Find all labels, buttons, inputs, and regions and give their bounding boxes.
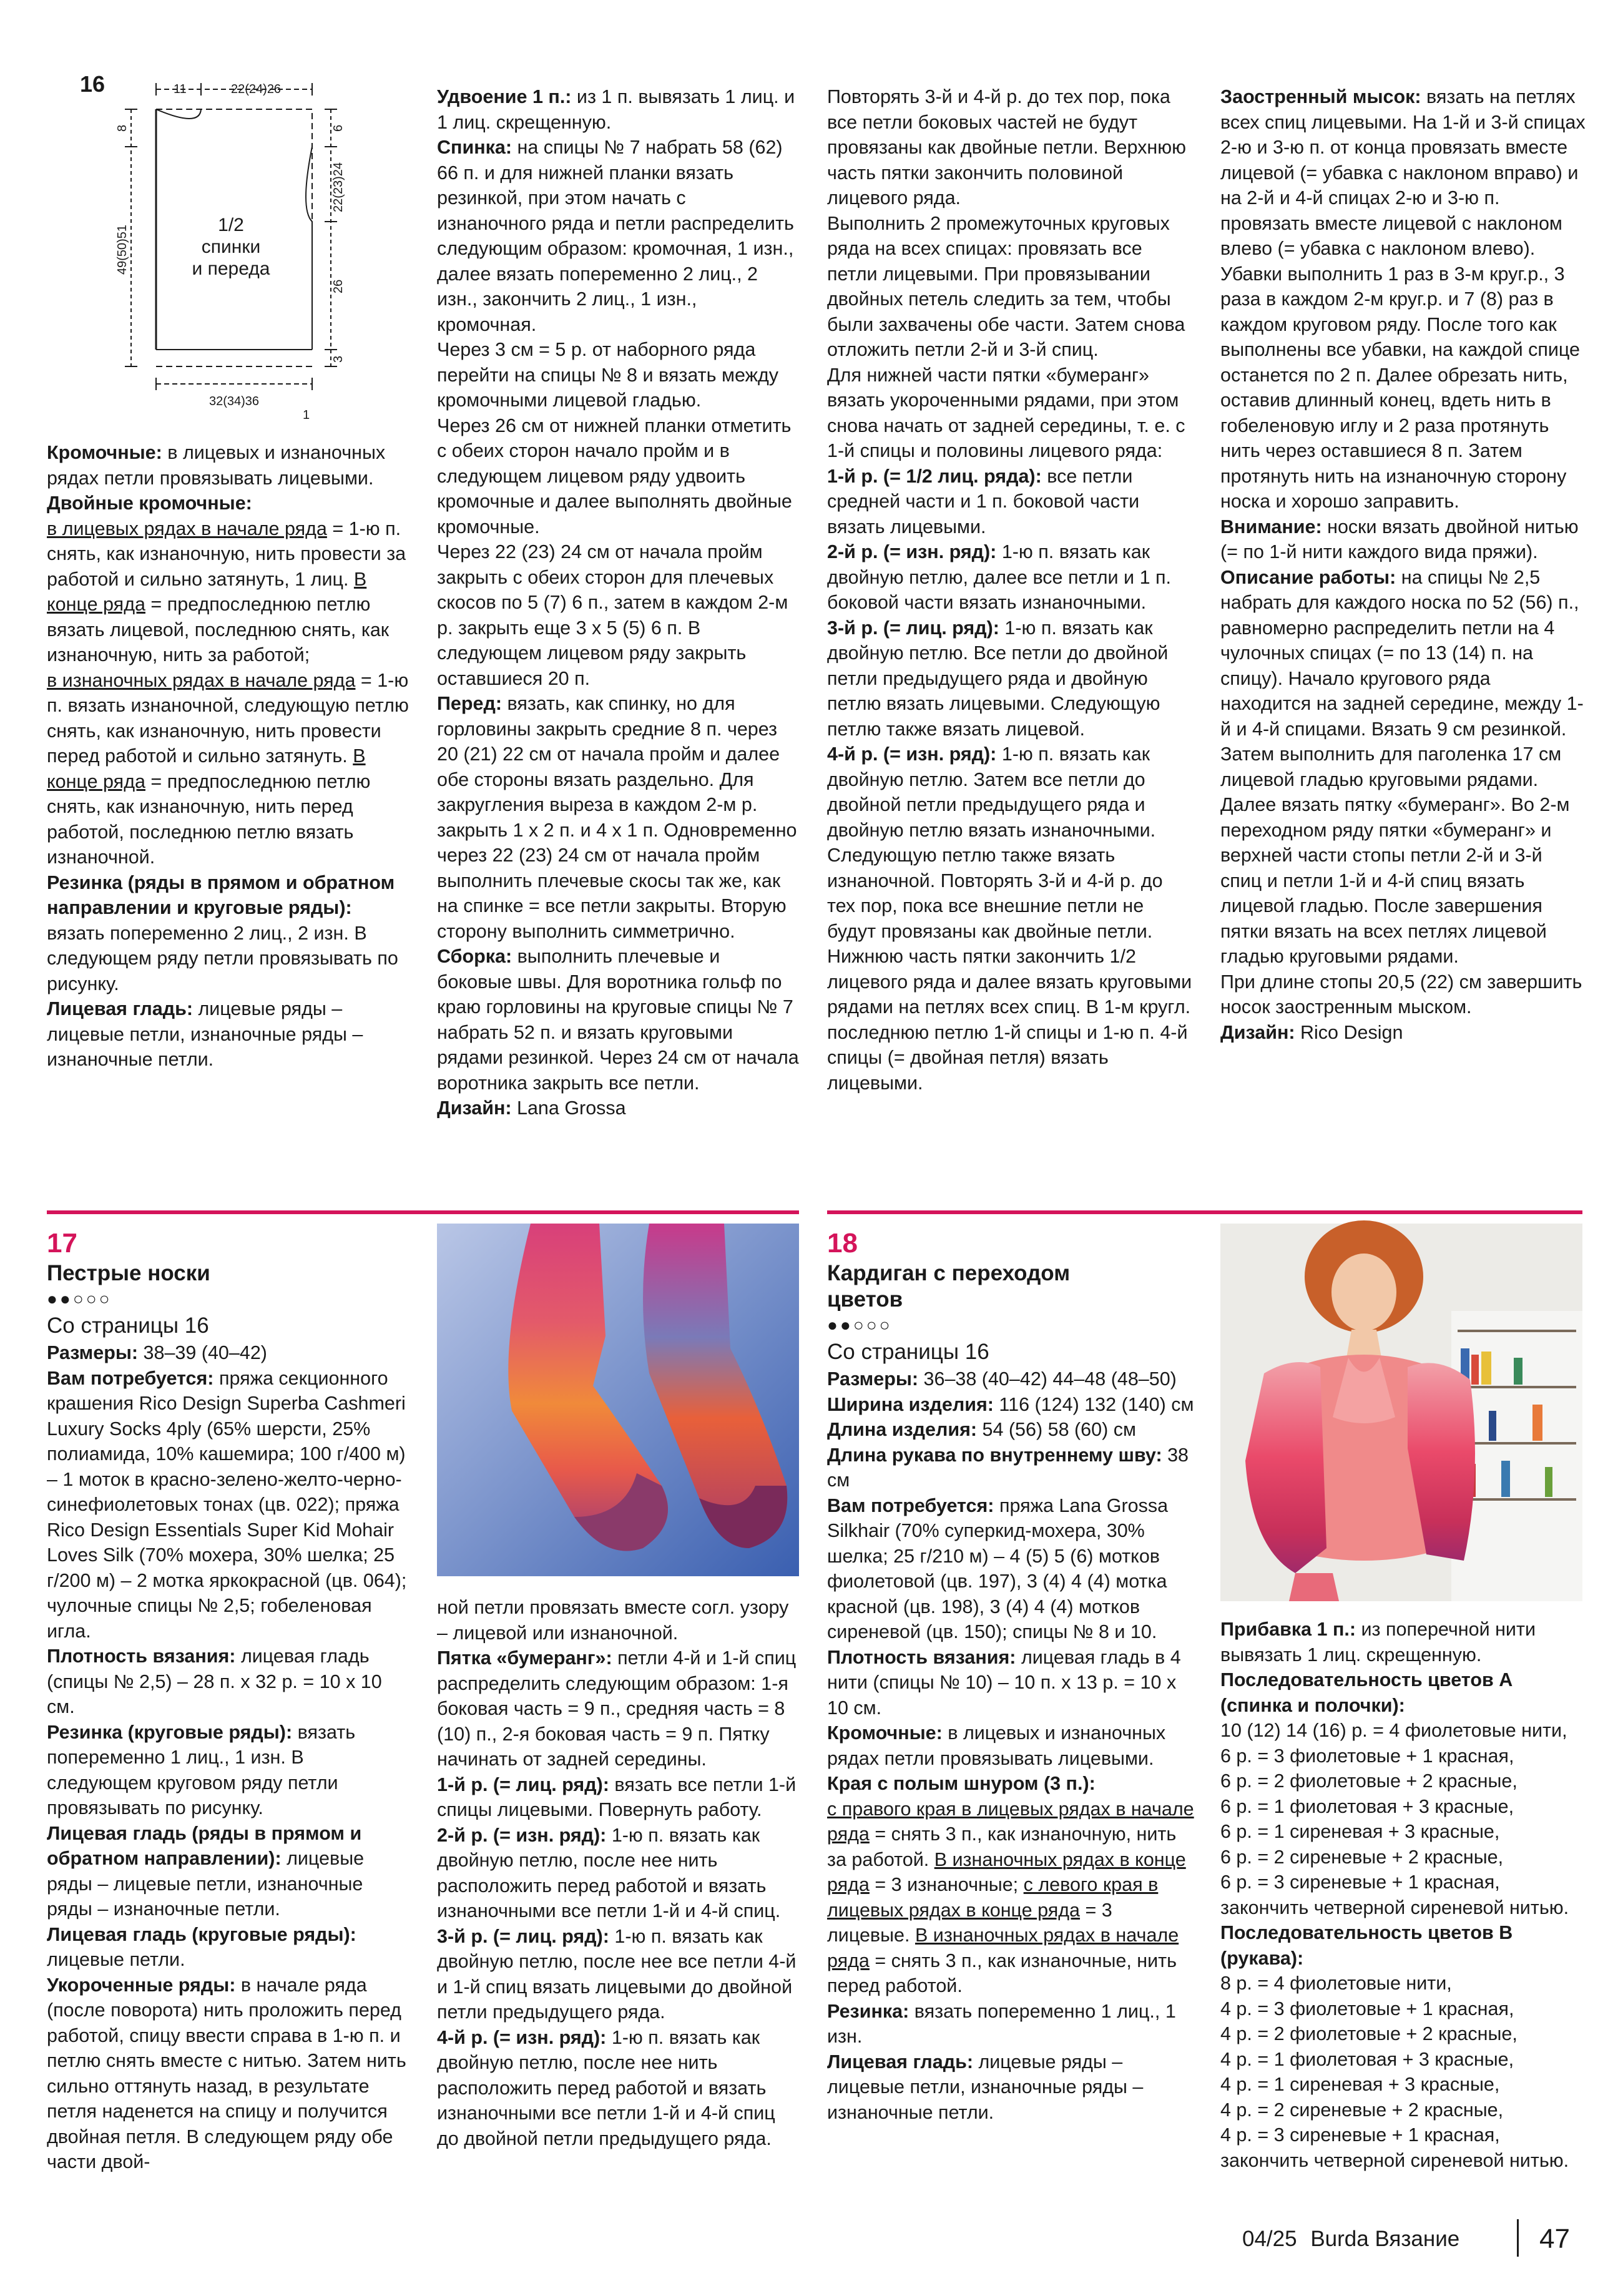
diagram-label-1: 1/2	[218, 215, 244, 235]
term: Прибавка 1 п.:	[1220, 1619, 1356, 1640]
text: выполнить плечевые и боковые швы. Для воротника гольф по краю горловины на круговые спицы № 7 набрать 52 п. и вязать круговыми рядами резинкой. Через 24 см от начала воротника закрыть все петли.	[437, 946, 799, 1094]
column-1	[47, 440, 409, 1072]
text: 1-ю п. вязать как двойную петлю, после нее нить расположить перед работой и вязать изнаночными все петли 1-й и 4-й спиц.	[437, 1824, 781, 1921]
text: 116 (124) 132 (140) см	[993, 1393, 1194, 1415]
socks-illustration	[437, 1224, 799, 1576]
paragraph	[827, 2049, 1195, 2126]
term: 3-й р. (= лиц. ряд):	[827, 617, 999, 639]
diagram-number: 16	[80, 71, 105, 97]
underlined-text: В изнаночных рядах в конце ряда	[827, 1848, 1186, 1895]
text: вязать попеременно 1 лиц., 1 изн.	[827, 2000, 1176, 2047]
paragraph	[437, 1823, 799, 1924]
socks-photo	[437, 1224, 799, 1576]
term: Вам потребуется:	[827, 1494, 994, 1516]
paragraph	[827, 1771, 1195, 1797]
text: 1-ю п. вязать как двойную петлю, после нее все петли 4-й и 1-й спиц вязать лицевыми до двойной петли предыдущего ряда.	[437, 1925, 797, 2023]
text: = 1-ю п. снять, как изнаночную, нить провести за работой и сильно затянуть, 1 лиц.	[47, 518, 406, 590]
paragraph	[827, 742, 1192, 944]
pattern-17	[47, 1227, 409, 2175]
text: вязать на петлях всех спиц лицевыми. На 1-й и 3-й спицах 2-ю и 3-ю п. от конца провязать вместе лицевой (= убавка с наклоном вправо) и на 2-й и 4-й спицах 2-ю и 3-ю п. провязать вместе лицевой с наклоном влево (= убавка с наклоном влево).	[1220, 86, 1586, 259]
paragraph: ной петли провязать вместе согл. узору – лицевой или изнаночной.	[437, 1597, 789, 1644]
term: Длина изделия:	[827, 1419, 978, 1440]
term: Дизайн:	[437, 1097, 512, 1119]
paragraph	[827, 1392, 1195, 1418]
text: 1-ю п. вязать как двойную петлю. Затем все петли до двойной петли предыдущего ряда и двойную петлю вязать изнаночными. Следующую петлю также вязать изнаночной. Повторять 3-й и 4-й р. до тех пор, пока все внешние петли не будут провязаны как двойные петли.	[827, 743, 1163, 942]
text: в начале ряда (после поворота) нить проложить перед работой, спицу ввести справа в 1-ю п. и петлю снять вместе с нитью. Затем нить сильно оттянуть назад, в результате петля наденется на спицу и получится двойная петля. В следующем ряду обе части двой-	[47, 1974, 406, 2172]
text: лицевая гладь в 4 нити (спицы № 10) – 10 п. х 13 р. = 10 х 10 см.	[827, 1646, 1181, 1719]
term: 4-й р. (= изн. ряд):	[437, 2026, 607, 2048]
pattern-number: 17	[47, 1228, 77, 1258]
paragraph	[437, 1096, 799, 1121]
term: Лицевая гладь:	[827, 2051, 973, 2073]
text: 1-ю п. вязать как двойную петлю, далее все петли и 1 п. боковой части вязать изнаночными.	[827, 541, 1171, 613]
column-8	[1220, 1617, 1586, 2173]
term: Края с полым шнуром (3 п.):	[827, 1773, 1096, 1794]
term: Описание работы:	[1220, 566, 1396, 588]
dim-right-lower: 26	[331, 279, 345, 293]
paragraph	[437, 1772, 799, 1823]
color-sequence-a-line: закончить четверной сиреневой нитью.	[1220, 1896, 1569, 1918]
text: лицевые ряды – лицевые петли, изнаночные ряды – изнаночные петли.	[827, 2051, 1144, 2123]
footer-divider	[1517, 2219, 1519, 2257]
term: Размеры:	[47, 1342, 139, 1363]
column-4	[1220, 84, 1586, 1045]
paragraph	[437, 1646, 799, 1772]
paragraph	[827, 1417, 1195, 1443]
text: 36–38 (40–42) 44–48 (48–50)	[918, 1368, 1177, 1390]
paragraph: Через 26 см от нижней планки отметить с обеих сторон начало пройм и в следующем лицевом ряду удвоить кромочные и далее выполнять двойные кромочные.	[437, 415, 792, 537]
text: = 3 изнаночные;	[869, 1874, 1024, 1895]
text: на спицы № 2,5 набрать для каждого носка по 52 (56) п., равномерно распределить петли на 4 чулочных спицах (= по 13 (14) п. на спицу). Начало кругового ряда находится на задней середине, между 1-й и 4-й спицами. Вязать 9 см резинкой. Затем выполнить для паголенка 17 см лицевой гладью круговыми рядами. Далее вязать пятку «бумеранг». Во 2-м переходном ряду пятки «бумеранг» и верхней части стопы петли 2-й и 3-й спиц и петли 1-й и 4-й спиц вязать лицевой гладью. После завершения пятки вязать на всех петлях лицевой гладью круговыми рядами.	[1220, 566, 1584, 967]
text: 38–39 (40–42)	[138, 1342, 267, 1363]
paragraph	[827, 539, 1192, 616]
paragraph	[47, 491, 409, 516]
underlined-text: В конце ряда	[47, 568, 367, 615]
pattern-number: 18	[827, 1228, 858, 1258]
text: лицевая гладь (спицы № 2,5) – 28 п. х 32 р. = 10 х 10 см.	[47, 1646, 382, 1717]
text: пряжа Lana Grossa Silkhair (70% суперкид-мохера, 30% шелка; 25 г/210 м) – 4 (5) 5 (6) мотков фиолетовой (цв. 197), 3 (4) 4 (4) мотка красной (цв. 198), 3 (4) 4 (4) мотков сиреневой (цв. 150); спицы № 8 и 10.	[827, 1494, 1169, 1642]
diagram-label-2: спинки	[201, 237, 261, 257]
paragraph: При длине стопы 20,5 (22) см завершить носок заостренным мыском.	[1220, 971, 1582, 1018]
text: петли 4-й и 1-й спиц распределить следующим образом: 1-я боковая часть = 9 п., средняя часть = 8 (10) п., 2-я боковая часть = 9 п. Пятку начинать от задней середины.	[437, 1647, 797, 1770]
paragraph	[827, 1645, 1195, 1721]
dim-top-right: 22(24)26	[231, 82, 282, 96]
text: = снять 3 п., как изнаночные, нить перед работой.	[827, 1950, 1177, 1996]
color-sequence-a-line: 6 р. = 3 сиреневые + 1 красная,	[1220, 1872, 1500, 1893]
paragraph	[827, 1493, 1195, 1645]
paragraph	[47, 1821, 409, 1922]
paragraph	[1220, 1667, 1586, 1718]
term: 2-й р. (= изн. ряд):	[827, 541, 997, 562]
color-sequence-a-line: 10 (12) 14 (16) р. = 4 фиолетовые нити,	[1220, 1720, 1567, 1741]
paragraph	[1220, 514, 1586, 565]
paragraph	[827, 616, 1192, 742]
paragraph: Через 3 см = 5 р. от наборного ряда перейти на спицы № 8 и вязать между кромочными лицевой гладью.	[437, 339, 779, 411]
cardigan-illustration	[1220, 1224, 1582, 1601]
color-sequence-b-line: 4 р. = 1 сиреневая + 3 красные,	[1220, 2074, 1500, 2095]
color-sequence-a-line: 6 р. = 1 сиреневая + 3 красные,	[1220, 1821, 1500, 1842]
color-sequence-b-line: 4 р. = 1 фиолетовая + 3 красные,	[1220, 2048, 1514, 2070]
text: 54 (56) 58 (60) см	[977, 1419, 1136, 1440]
term: Резинка:	[827, 2000, 910, 2022]
text: 38 см	[827, 1444, 1189, 1491]
paragraph	[1220, 1020, 1586, 1046]
text: все петли средней части и 1 п. боковой части вязать лицевыми.	[827, 465, 1140, 537]
color-sequence-b-line: 4 р. = 2 сиреневые + 2 красные,	[1220, 2099, 1504, 2121]
underlined-text: в изнаночных рядах в начале ряда	[47, 669, 356, 691]
underlined-text: с правого края в лицевых рядах в начале ряда	[827, 1798, 1194, 1845]
term: Удвоение 1 п.:	[437, 86, 572, 107]
column-3	[827, 84, 1192, 1096]
text: в лицевых и изнаночных рядах петли провязывать лицевыми.	[47, 442, 386, 489]
text: 1-ю п. вязать как двойную петлю. Все петли до двойной петли предыдущего ряда и двойную петлю вязать лицевыми. Следующую петлю также вязать лицевой.	[827, 617, 1169, 740]
text: = 3 лицевые.	[827, 1899, 1112, 1946]
text: вязать, как спинку, но для горловины закрыть средние 8 п. через 20 (21) 22 см от начала пройм и далее обе стороны вязать раздельно. Для закругления выреза в каждом 2-м р. закрыть 1 х 2 п. и 4 х 1 п. Одновременно через 22 (23) 24 см от начала пройм выполнить плечевые скосы так же, как на спинке = все петли закрыты. Вторую сторону выполнить симметрично.	[437, 693, 797, 942]
color-sequence-b-line: 4 р. = 3 сиреневые + 1 красная,	[1220, 2124, 1500, 2146]
term: Плотность вязания:	[827, 1646, 1016, 1668]
paragraph: Для нижней части пятки «бумеранг» вязать укороченными рядами, при этом снова начать от задней середины, т. е. с 1-й спицы и половины лицевого ряда:	[827, 364, 1185, 461]
text: на спицы № 7 набрать 58 (62) 66 п. и для нижней планки вязать резинкой, при этом начать с изнаночного ряда и петли распределить следующим образом: кромочная, 1 изн., далее вязать попеременно 2 лиц., 2 изн., закончить 2 лиц., 1 изн., кромочная.	[437, 137, 794, 335]
paragraph: Нижнюю часть пятки закончить 1/2 лицевого ряда и далее вязать круговыми рядами на петлях всех спиц. В 1-м кругл. последнюю петлю 1-й спицы и 1-ю п. 4-й спицы (= двойная петля) вязать лицевыми.	[827, 946, 1192, 1094]
pattern-title: Пестрые носки	[47, 1261, 210, 1285]
color-sequence-b-line: 4 р. = 3 фиолетовые + 1 красная,	[1220, 1998, 1514, 2019]
paragraph	[827, 1720, 1195, 1771]
dim-left-top: 8	[115, 124, 129, 132]
term: Дизайн:	[1220, 1021, 1295, 1043]
magazine-name: Burda Вязание	[1310, 2227, 1460, 2251]
color-sequence-a-line: 6 р. = 3 фиолетовые + 1 красная,	[1220, 1745, 1514, 1767]
term: Ширина изделия:	[827, 1393, 994, 1415]
text: лицевые ряды – лицевые петли, изнаночные ряды – изнаночные петли.	[47, 998, 363, 1070]
paragraph	[47, 440, 409, 491]
text: из поперечной нити вывязать 1 лиц. скрещенную.	[1220, 1619, 1536, 1666]
text: в лицевых и изнаночных рядах петли провязывать лицевыми.	[827, 1722, 1166, 1769]
term: Резинка (круговые ряды):	[47, 1721, 293, 1743]
paragraph	[437, 84, 799, 135]
term: Двойные кромочные:	[47, 493, 252, 514]
underlined-text: В конце ряда	[47, 745, 366, 792]
text: = снять 3 п., как изнаночную, нить за работой.	[827, 1823, 1177, 1870]
text: пряжа секционного крашения Rico Design Superba Cashmeri Luxury Socks 4ply (65% шерсти, 25% полиамида, 10% кашемира; 100 г/400 м) – 1 моток в красно-зелено-желто-черно-синефиолетовых тонах (цв. 022); пряжа Rico Design Essentials Super Kid Mohair Loves Silk (70% мохера, 30% шелка; 25 г/200 м) – 2 мотка яркокрасной (цв. 064); чулочные спицы № 2,5; гобеленовая игла.	[47, 1367, 407, 1642]
paragraph: Повторять 3-й и 4-й р. до тех пор, пока все петли боковых частей не будут провязаны как двойные петли. Верхнюю часть пятки закончить половиной лицевого ряда.	[827, 86, 1186, 209]
term: Резинка (ряды в прямом и обратном направлении и круговые ряды):	[47, 871, 395, 918]
paragraph	[437, 2025, 799, 2152]
text: = 1-ю п. вязать изнаночной, следующую петлю снять, как изнаночную, нить провести перед работой и сильно затянуть.	[47, 669, 409, 767]
paragraph	[47, 516, 409, 668]
text: Lana Grossa	[511, 1097, 626, 1119]
column-2	[437, 84, 799, 1121]
text: 1-ю п. вязать как двойную петлю, после нее нить расположить перед работой и вязать изнаночными все петли 1-й и 4-й спиц до двойной петли предыдущего ряда.	[437, 2026, 775, 2149]
paragraph	[47, 1720, 409, 1821]
term: 1-й р. (= 1/2 лиц. ряда):	[827, 465, 1042, 487]
term: Вам потребуется:	[47, 1367, 214, 1389]
color-sequence-a-line: 6 р. = 2 фиолетовые + 2 красные,	[1220, 1770, 1518, 1792]
term: Кромочные:	[47, 442, 162, 463]
term: Сборка:	[437, 946, 512, 967]
term: Пятка «бумеранг»:	[437, 1647, 612, 1669]
page-number: 47	[1539, 2224, 1570, 2254]
text: вязать попеременно 2 лиц., 2 изн. В следующем ряду петли провязывать по рисунку.	[47, 922, 398, 994]
dim-right-mid: 22(23)24	[331, 162, 345, 212]
text: лицевые петли.	[47, 1949, 185, 1970]
color-sequence-b-line: закончить четверной сиреневой нитью.	[1220, 2149, 1569, 2171]
text: Rico Design	[1295, 1021, 1403, 1043]
underlined-text: с левого края в лицевых рядах в конце ряда	[827, 1874, 1159, 1921]
term: Длина рукава по внутреннему шву:	[827, 1444, 1162, 1466]
cardigan-photo	[1220, 1224, 1582, 1601]
paragraph	[437, 691, 799, 944]
text: вязать все петли 1-й спицы лицевыми. Повернуть работу.	[437, 1774, 797, 1820]
paragraph	[47, 1922, 409, 1973]
paragraph	[1220, 1920, 1586, 1971]
pattern-title-line2: цветов	[827, 1287, 903, 1312]
paragraph	[47, 668, 409, 870]
paragraph: Через 22 (23) 24 см от начала пройм закрыть с обеих сторон для плечевых скосов по 5 (7) 6 п., затем в каждом 2-м р. закрыть еще 3 х 5 (5) 6 п. В следующем лицевом ряду закрыть оставшиеся 20 п.	[437, 541, 788, 689]
paragraph	[437, 135, 799, 337]
text: носки вязать двойной нитью (= по 1-й нити каждого вида пряжи).	[1220, 516, 1579, 562]
paragraph	[437, 944, 799, 1096]
color-sequence-a-line: 6 р. = 1 фиолетовая + 3 красные,	[1220, 1795, 1514, 1817]
paragraph: Выполнить 2 промежуточных круговых ряда на всех спицах: провязать все петли лицевыми. При провязывании двойных петель следить за тем, чтобы были захвачены обе части. Затем снова отложить петли 2-й и 3-й спиц.	[827, 212, 1185, 360]
dim-right-bottom: 3	[331, 355, 345, 363]
term: Последовательность цветов В (рукава):	[1220, 1922, 1513, 1969]
dim-left-main: 49(50)51	[115, 224, 129, 275]
paragraph	[47, 1644, 409, 1720]
dim-bottom-small: 1	[303, 408, 310, 422]
paragraph	[47, 1366, 409, 1644]
term: Внимание:	[1220, 516, 1322, 537]
source-page: Со страницы 16	[47, 1313, 209, 1338]
issue-number: 04/25	[1242, 2227, 1297, 2251]
text: = предпоследнюю петлю снять, как изнаночную, нить перед работой, последнюю петлю вязать изнаночной.	[47, 770, 371, 868]
difficulty-rating: ●●○○○	[827, 1315, 893, 1335]
paragraph	[437, 1924, 799, 2025]
section-rule-left	[47, 1210, 799, 1214]
term: Лицевая гладь (круговые ряды):	[47, 1923, 356, 1945]
paragraph	[47, 870, 409, 997]
paragraph	[827, 1443, 1195, 1493]
diagram-svg	[44, 72, 343, 421]
column-6	[437, 1595, 799, 2151]
underlined-text: в лицевых рядах в начале ряда	[47, 518, 327, 539]
footer-issue	[1242, 2225, 1459, 2253]
difficulty-rating: ●●○○○	[47, 1289, 112, 1308]
term: Укороченные ряды:	[47, 1974, 236, 1996]
pattern-title-line1: Кардиган с переходом	[827, 1261, 1071, 1285]
text: = предпоследнюю петлю вязать лицевой, последнюю снять, как изнаночную, нить за работой;	[47, 594, 390, 665]
term: Лицевая гладь (ряды в прямом и обратном направлении):	[47, 1822, 362, 1869]
term: Последовательность цветов А (спинка и полочки):	[1220, 1669, 1513, 1716]
text: лицевые ряды – лицевые петли, изнаночные ряды – изнаночные петли.	[47, 1848, 365, 1920]
dim-top-left: 11	[174, 82, 187, 96]
paragraph	[1220, 84, 1586, 262]
term: Плотность вязания:	[47, 1646, 236, 1667]
dim-bottom: 32(34)36	[208, 395, 260, 408]
paragraph	[1220, 565, 1586, 969]
paragraph	[827, 1366, 1195, 1392]
paragraph	[47, 1340, 409, 1366]
paragraph	[827, 464, 1192, 540]
text: из 1 п. вывязать 1 лиц. и 1 лиц. скрещенную.	[437, 86, 795, 133]
dim-right-top: 6	[331, 124, 345, 132]
color-sequence-b-line: 4 р. = 2 фиолетовые + 2 красные,	[1220, 2023, 1518, 2044]
term: Спинка:	[437, 137, 512, 158]
pattern-18	[827, 1227, 1195, 2125]
paragraph	[1220, 1617, 1586, 1667]
size-diagram	[44, 72, 343, 421]
term: Кромочные:	[827, 1722, 943, 1744]
source-page: Со страницы 16	[827, 1340, 989, 1364]
color-sequence-b-line: 8 р. = 4 фиолетовые нити,	[1220, 1973, 1452, 1994]
text: вязать попеременно 1 лиц., 1 изн. В следующем круговом ряду петли провязывать по рисунку.	[47, 1721, 356, 1818]
term: Лицевая гладь:	[47, 998, 193, 1019]
term: Перед:	[437, 693, 502, 714]
section-rule-right	[827, 1210, 1582, 1214]
paragraph: Убавки выполнить 1 раз в 3-м круг.р., 3 раза в каждом 2-м круг.р. и 7 (8) раз в каждом круговом ряду. После того как выполнены все убавки, на каждой спице останется по 2 п. Далее обрезать нить, оставив длинный конец, вдеть нить в гобеленовую иглу и 2 раза протянуть нить через оставшиеся 8 п. Затем протянуть нить на изнаночную сторону носка и хорошо заправить.	[1220, 263, 1581, 512]
term: 3-й р. (= лиц. ряд):	[437, 1925, 609, 1947]
paragraph	[827, 1999, 1195, 2049]
paragraph	[47, 996, 409, 1072]
underlined-text: В изнаночных рядах в начале ряда	[827, 1925, 1179, 1971]
paragraph	[827, 1797, 1195, 1999]
term: Размеры:	[827, 1368, 919, 1390]
term: Заостренный мысок:	[1220, 86, 1421, 107]
term: 2-й р. (= изн. ряд):	[437, 1824, 607, 1846]
diagram-label-3: и переда	[192, 258, 270, 279]
paragraph	[47, 1973, 409, 2175]
color-sequence-a-line: 6 р. = 2 сиреневые + 2 красные,	[1220, 1846, 1504, 1868]
term: 1-й р. (= лиц. ряд):	[437, 1774, 609, 1795]
term: 4-й р. (= изн. ряд):	[827, 743, 997, 765]
